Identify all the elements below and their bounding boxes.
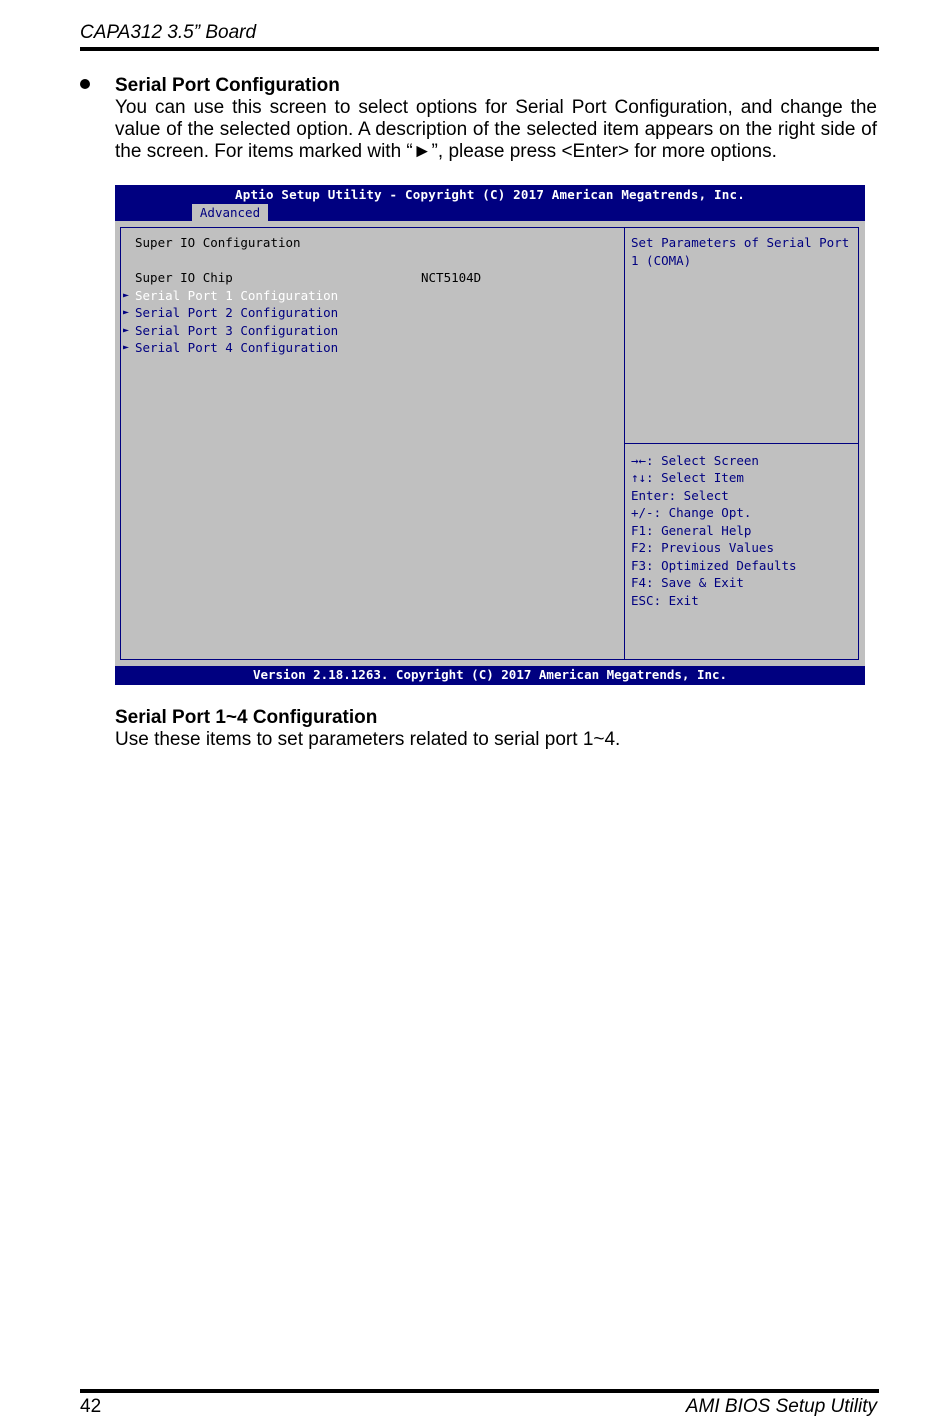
bios-title: Aptio Setup Utility - Copyright (C) 2017 American Megatrends, Inc.: [235, 187, 745, 202]
subsection-title: Serial Port 1~4 Configuration: [115, 707, 378, 728]
submenu-arrow-icon: ►: [123, 325, 130, 336]
bullet-icon: [80, 79, 90, 89]
submenu-arrow-icon: ►: [123, 342, 130, 353]
menu-item-serial-port-1[interactable]: Serial Port 1 Configuration: [135, 288, 339, 303]
section-body: You can use this screen to select options for Serial Port Configuration, and change the value of the selected option. A description of the selected item appears on the right side of the screen. For items marked with “►”, please press <Enter> for more options.: [115, 97, 877, 162]
header-title: CAPA312 3.5” Board: [80, 22, 257, 43]
key-hint: F4: Save & Exit: [631, 575, 744, 590]
bios-title-bar: [115, 185, 865, 221]
super-io-chip-value: NCT5104D: [421, 270, 482, 285]
bios-divider-horizontal: [625, 443, 859, 444]
key-hint: ESC: Exit: [631, 593, 699, 608]
bios-version: Version 2.18.1263. Copyright (C) 2017 American Megatrends, Inc.: [252, 667, 728, 682]
footer-title: AMI BIOS Setup Utility: [685, 1396, 877, 1417]
header-rule: [80, 47, 879, 51]
menu-item-serial-port-3[interactable]: Serial Port 3 Configuration: [135, 323, 339, 338]
section-title: Serial Port Configuration: [115, 75, 340, 96]
page-number: 42: [80, 1396, 102, 1417]
subsection-body: Use these items to set parameters related to serial port 1~4.: [115, 729, 621, 750]
key-hint: F2: Previous Values: [631, 540, 774, 555]
help-text-line: 1 (COMA): [631, 253, 692, 268]
bios-heading: Super IO Configuration: [135, 235, 301, 250]
bios-screenshot: [115, 185, 865, 685]
key-hint: →←: Select Screen: [631, 453, 759, 468]
key-hint: +/-: Change Opt.: [631, 505, 752, 520]
key-hint: ↑↓: Select Item: [631, 470, 744, 485]
key-hint: F1: General Help: [631, 523, 752, 538]
key-hint: F3: Optimized Defaults: [631, 558, 797, 573]
submenu-arrow-icon: ►: [123, 307, 130, 318]
footer-rule: [80, 1389, 879, 1393]
menu-item-serial-port-2[interactable]: Serial Port 2 Configuration: [135, 305, 339, 320]
help-text-line: Set Parameters of Serial Port: [631, 235, 850, 250]
menu-item-serial-port-4[interactable]: Serial Port 4 Configuration: [135, 340, 339, 355]
tab-advanced[interactable]: Advanced: [192, 204, 268, 221]
key-hint: Enter: Select: [631, 488, 729, 503]
super-io-chip-label: Super IO Chip: [135, 270, 233, 285]
submenu-arrow-icon: ►: [123, 290, 130, 301]
bios-status-bar: [115, 666, 865, 685]
